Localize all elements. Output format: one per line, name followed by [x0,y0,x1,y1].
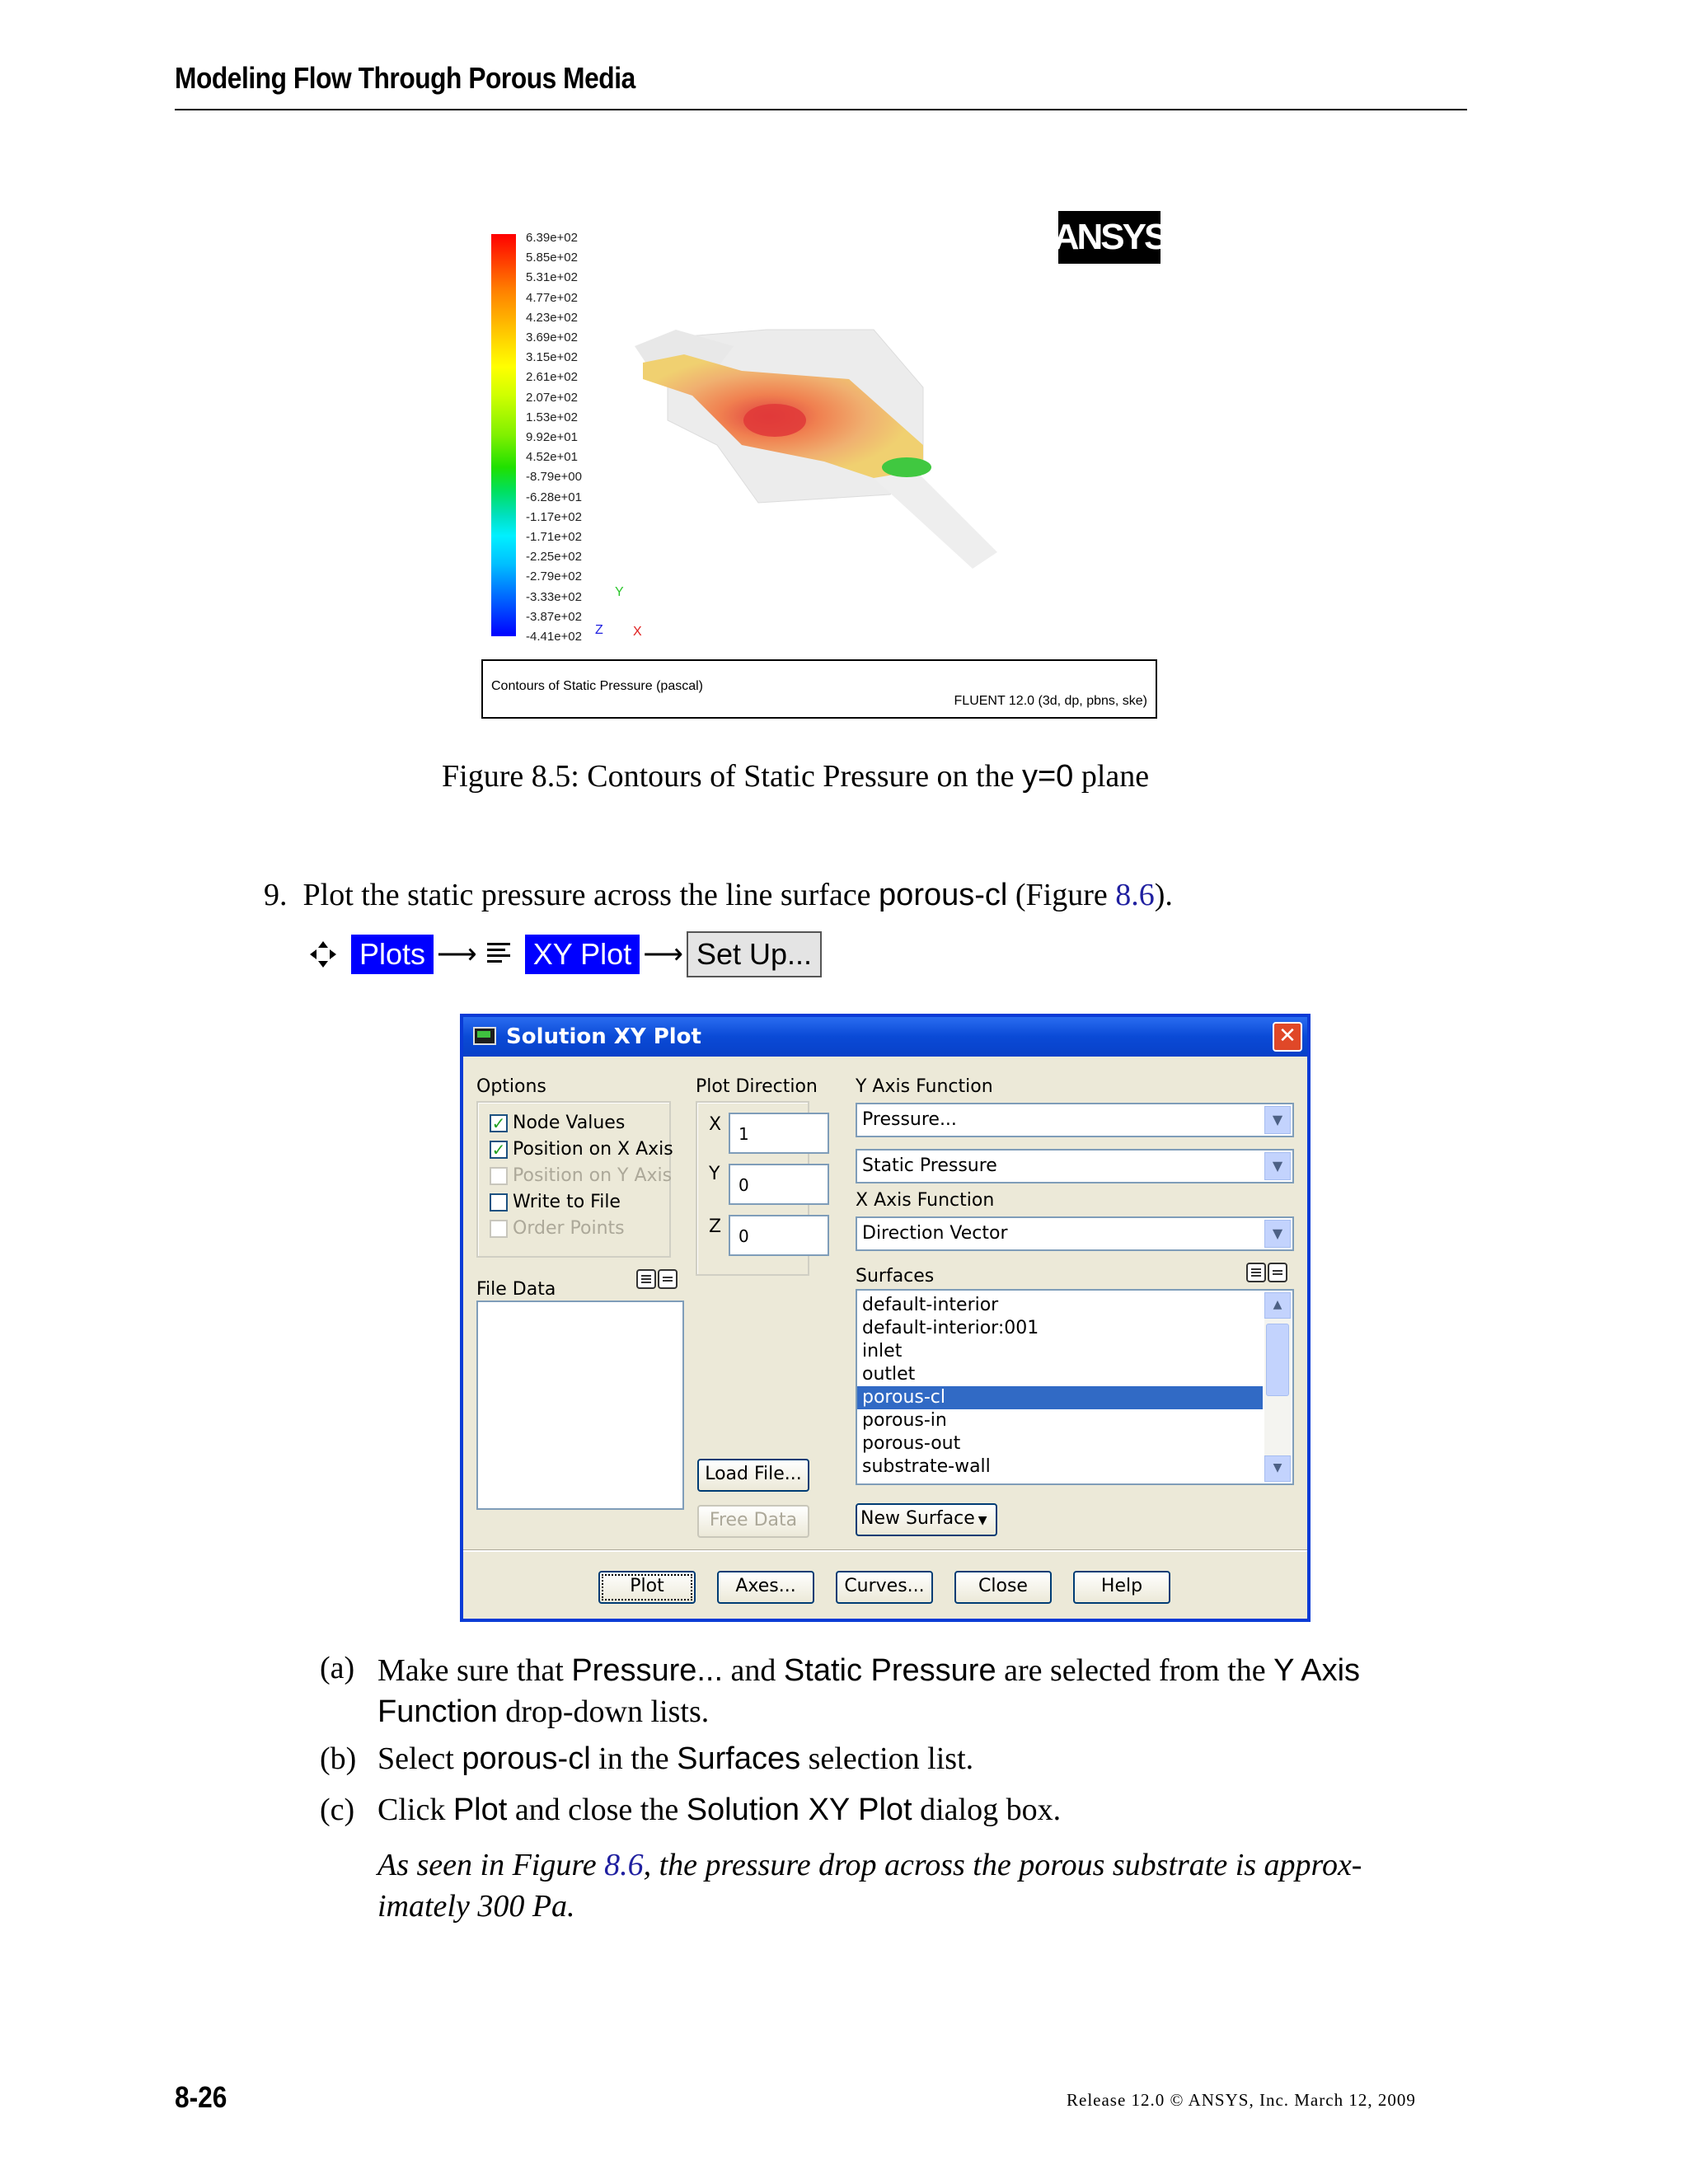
x-label: X [709,1114,722,1135]
legend-label: -3.33e+02 [526,589,582,604]
checkbox-icon [490,1167,508,1185]
checkmark-icon[interactable]: ✓ [490,1114,508,1132]
outlet-low-region [882,457,931,477]
axes-button[interactable]: Axes... [717,1571,814,1604]
surface-list-item[interactable]: porous-cl [857,1386,1263,1409]
close-button[interactable]: Close [954,1571,1052,1604]
release-info: Release 12.0 © ANSYS, Inc. March 12, 2009 [1067,2090,1416,2110]
page-number: 8-26 [175,2080,227,2114]
option-label: Position on X Axis [513,1139,673,1160]
legend-label: -8.79e+00 [526,470,582,485]
select-all-icon[interactable] [636,1269,656,1289]
file-data-list[interactable] [476,1301,684,1510]
option-checkbox [490,1218,625,1239]
substep-b: (b) Select porous-cl in the Surfaces selection list. [320,1741,974,1776]
option-label: Order Points [513,1218,625,1239]
surfaces-list[interactable] [856,1289,1294,1485]
new-surface-button[interactable] [856,1503,997,1536]
surfaces-label: Surfaces [856,1266,935,1286]
figure-caption: Figure 8.5: Contours of Static Pressure on the y=0 plane [442,759,1150,794]
color-legend-bar [491,234,516,636]
outlet-pipe [874,462,997,569]
option-checkbox [490,1165,672,1186]
legend-label: 3.69e+02 [526,330,578,344]
option-label: Node Values [513,1113,626,1133]
plots-menu[interactable]: Plots [351,935,434,974]
plot-title: Contours of Static Pressure (pascal) [491,679,703,693]
curves-button[interactable]: Curves... [836,1571,933,1604]
legend-label: -2.25e+02 [526,550,582,565]
scroll-up-icon[interactable]: ▲ [1264,1292,1291,1319]
plot-title-box [481,659,1157,719]
solver-info: FLUENT 12.0 (3d, dp, pbns, ske) [954,694,1147,708]
ansys-logo: ANSYS [1058,211,1160,264]
scroll-down-icon[interactable]: ▼ [1264,1455,1291,1482]
solution-xy-plot-dialog [460,1014,1311,1622]
free-data-button[interactable]: Free Data [697,1505,809,1538]
plot-button[interactable]: Plot [598,1571,696,1604]
y-direction-input[interactable]: 0 [729,1164,829,1205]
legend-label: -1.17e+02 [526,509,582,524]
figure-link-note[interactable]: 8.6 [604,1848,644,1882]
help-button[interactable]: Help [1073,1571,1170,1604]
header-rule [175,109,1467,110]
substep-c: (c) Click Plot and close the Solution XY Plot dialog box. [320,1793,1062,1827]
y-axis-function-value-2: Static Pressure [862,1155,997,1176]
surface-list-item[interactable]: porous-out [862,1433,961,1454]
setup-button[interactable]: Set Up... [687,931,822,977]
deselect-all-surfaces-icon[interactable] [1268,1263,1287,1282]
surface-list-item[interactable]: substrate-wall [862,1456,991,1477]
dialog-title: Solution XY Plot [506,1024,701,1049]
legend-label: 3.15e+02 [526,350,578,365]
button-bar-divider [463,1549,1307,1552]
legend-label: 4.23e+02 [526,310,578,325]
y-axis-function-label: Y Axis Function [856,1076,993,1097]
legend-label: -3.87e+02 [526,609,582,624]
surface-list-item[interactable]: default-interior [862,1295,999,1315]
contour-plot [577,297,1039,593]
legend-label: 2.61e+02 [526,370,578,385]
plot-direction-label: Plot Direction [696,1076,818,1097]
surface-list-item[interactable]: inlet [862,1341,903,1361]
max-pressure-region [743,404,806,437]
options-label: Options [476,1076,546,1097]
xy-plot-menu[interactable]: XY Plot [525,935,640,974]
legend-label: 5.31e+02 [526,270,578,285]
chevron-down-icon[interactable]: ▼ [1264,1152,1291,1180]
legend-label: -2.79e+02 [526,569,582,584]
y-axis-function-value-1: Pressure... [862,1109,957,1130]
figure-link[interactable]: 8.6 [1115,878,1155,912]
legend-label: -6.28e+01 [526,490,582,504]
dropdown-caret-icon: ▼ [978,1514,987,1527]
navigation-pane-icon [307,938,340,971]
file-data-label: File Data [476,1279,556,1300]
z-direction-input[interactable]: 0 [729,1215,829,1256]
scroll-thumb[interactable] [1266,1324,1289,1396]
z-axis-label: Z [595,623,603,637]
z-label: Z [709,1216,722,1237]
x-axis-function-value: Direction Vector [862,1223,1008,1244]
close-icon[interactable]: ✕ [1273,1022,1302,1052]
deselect-all-icon[interactable] [658,1269,678,1289]
legend-label: -1.71e+02 [526,530,582,544]
surface-list-item[interactable]: porous-in [862,1410,947,1431]
x-direction-input[interactable]: 1 [729,1113,829,1154]
y-axis-label: Y [615,585,624,599]
y-axis-function-select-2[interactable] [856,1149,1294,1183]
substep-a: (a) Make sure that Pressure... and Static Pressure are selected from the Y Axis Function drop-down lists. [320,1651,1361,1729]
option-checkbox[interactable] [490,1139,673,1160]
axis-triad [577,577,582,593]
surfaces-scrollbar[interactable] [1264,1292,1291,1482]
y-axis-function-select-1[interactable] [856,1103,1294,1137]
new-surface-label: New Surface [860,1508,975,1529]
legend-label: 5.85e+02 [526,251,578,265]
legend-label: 4.77e+02 [526,290,578,305]
running-header: Modeling Flow Through Porous Media [175,61,635,95]
legend-label: 9.92e+01 [526,430,578,444]
app-icon [473,1027,496,1045]
legend-label: 6.39e+02 [526,231,578,245]
y-label: Y [709,1164,720,1184]
legend-label: -4.41e+02 [526,630,582,644]
chevron-down-icon[interactable]: ▼ [1264,1106,1291,1134]
x-axis-function-label: X Axis Function [856,1190,995,1211]
load-file-button[interactable]: Load File... [697,1459,809,1492]
legend-label: 1.53e+02 [526,410,578,424]
option-label: Write to File [513,1192,621,1212]
arrow-2: ⟶ [643,939,683,970]
legend-label: 2.07e+02 [526,390,578,405]
list-icon [484,940,513,969]
menu-path [307,930,822,979]
step-9: 9. Plot the static pressure across the line surface porous-cl (Figure 8.6). [264,878,1173,912]
legend-label: 4.52e+01 [526,450,578,465]
option-checkbox[interactable] [490,1192,621,1212]
result-note: As seen in Figure 8.6, the pressure drop across the porous substrate is approx- imately 300 Pa. [377,1848,1362,1924]
surface-list-item[interactable]: default-interior:001 [862,1318,1039,1338]
option-checkbox[interactable] [490,1113,625,1133]
select-all-surfaces-icon[interactable] [1246,1263,1266,1282]
chevron-down-icon[interactable]: ▼ [1264,1220,1291,1248]
surface-list-item[interactable]: outlet [862,1364,916,1385]
dialog-titlebar[interactable] [463,1017,1307,1057]
option-label: Position on Y Axis [513,1165,673,1186]
checkbox-icon [490,1220,508,1238]
checkmark-icon[interactable]: ✓ [490,1141,508,1159]
x-axis-label: X [633,625,642,639]
arrow-1: ⟶ [437,939,477,970]
x-axis-function-select[interactable] [856,1216,1294,1251]
checkbox-icon[interactable] [490,1193,508,1212]
